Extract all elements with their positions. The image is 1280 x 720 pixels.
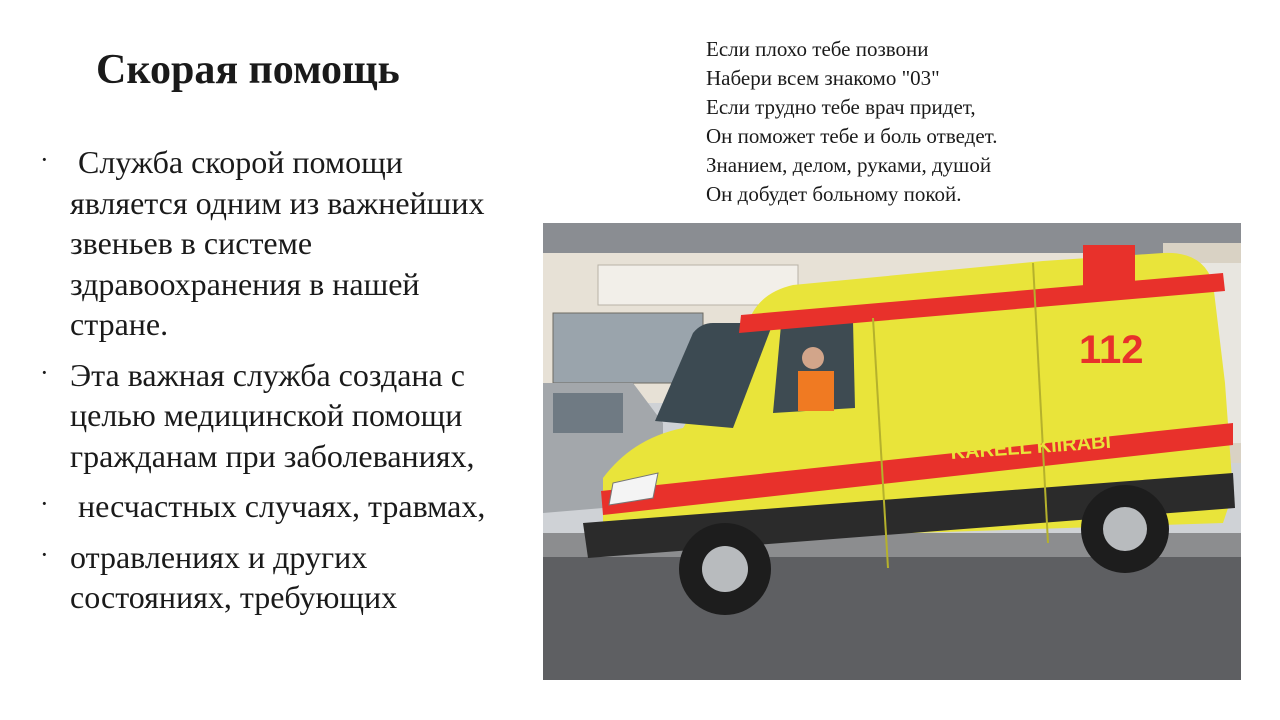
ambulance-photo <box>543 223 1241 680</box>
poem-line: Знанием, делом, руками, душой <box>706 153 992 177</box>
bullet-text: отравлениях и других состояниях, требующих <box>70 538 398 615</box>
bullet-text: Эта важная служба создана с целью медицинской помощи гражданам при заболеваниях, <box>70 356 475 474</box>
bullet-item <box>40 486 520 527</box>
bullet-item <box>40 355 520 477</box>
bullet-marker: · <box>40 145 49 174</box>
bullet-list <box>40 142 520 628</box>
poem <box>706 35 1226 209</box>
poem-line: Если плохо тебе позвони <box>706 37 929 61</box>
poem-line: Набери всем знакомо "03" <box>706 66 940 90</box>
slide-title: Скорая помощь <box>96 47 400 93</box>
poem-line: Он поможет тебе и боль отведет. <box>706 124 998 148</box>
bullet-text: несчастных случаях, травмах, <box>70 488 486 524</box>
phone-number-label: 112 <box>1079 328 1144 372</box>
brand-label: KARELL KIIRABI <box>949 430 1112 464</box>
poem-line: Если трудно тебе врач придет, <box>706 95 976 119</box>
bullet-item <box>40 537 520 618</box>
bullet-marker: · <box>40 357 49 387</box>
bullet-text: Служба скорой помощи является одним из важнейших звеньев в системе здравоохранения в нашей стране. <box>70 144 493 342</box>
bullet-item <box>40 142 520 345</box>
ambulance-illustration <box>543 223 1241 680</box>
poem-line: Он добудет больному покой. <box>706 182 962 206</box>
bullet-marker: · <box>40 489 49 518</box>
bullet-marker: · <box>40 539 49 569</box>
